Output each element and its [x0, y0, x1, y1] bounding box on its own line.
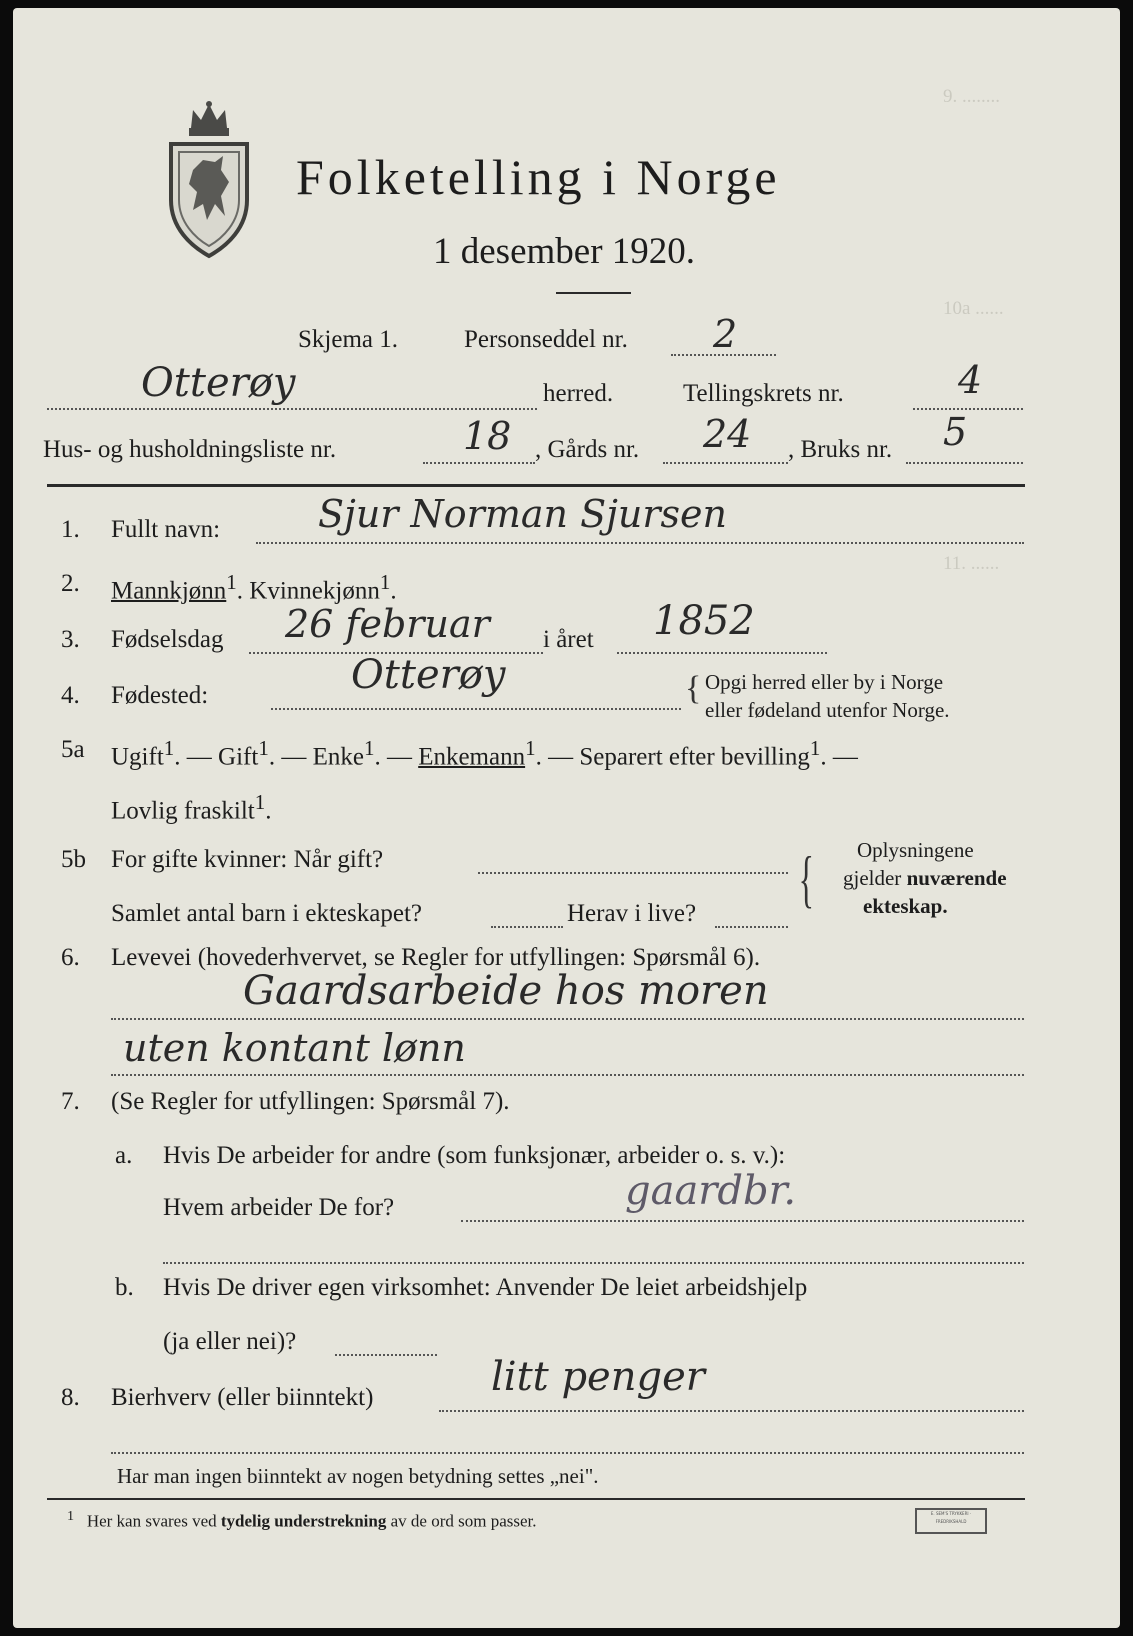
birthplace-field[interactable] — [271, 708, 681, 710]
full-name-value: Sjur Norman Sjursen — [318, 492, 727, 536]
ugift-option[interactable]: Ugift — [111, 743, 164, 771]
q5b-label: For gifte kvinner: Når gift? — [111, 846, 384, 873]
tellingskrets-value: 4 — [958, 358, 983, 402]
q4-label: Fødested: — [111, 682, 209, 709]
kvinnekjonn-option[interactable]: Kvinnekjønn — [249, 577, 380, 605]
form-title: Folketelling i Norge — [296, 149, 781, 205]
q4-note-line2: eller fødeland utenfor Norge. — [705, 698, 950, 722]
q4-brace: { — [685, 670, 702, 707]
gards-value: 24 — [703, 412, 752, 456]
q8-label: Bierhverv (eller biinntekt) — [111, 1384, 374, 1411]
bruks-field[interactable] — [906, 462, 1023, 464]
q5b-note-line1: Oplysningene — [857, 838, 974, 862]
mannkjonn-option[interactable]: Mannkjønn — [111, 577, 227, 605]
header-divider — [47, 484, 1025, 487]
q3-label: Fødselsdag — [111, 626, 224, 653]
bleed-through-text: 11. ...... — [943, 553, 1000, 574]
tellingskrets-field[interactable] — [913, 408, 1023, 410]
title-divider — [556, 292, 631, 294]
q5b-brace: { — [798, 843, 815, 914]
liste-field[interactable] — [423, 462, 535, 464]
lovlig-fraskilt-line: Lovlig fraskilt$^1$. — [111, 790, 272, 825]
married-when-field[interactable] — [478, 872, 788, 874]
children-total-field[interactable] — [491, 926, 563, 928]
census-date: 1 desember 1920. — [433, 231, 696, 272]
employer-field[interactable] — [461, 1220, 1024, 1222]
separert-option[interactable]: Separert efter bevilling — [579, 743, 810, 771]
personseddel-label: Personseddel nr. — [464, 326, 628, 353]
q4-note-line1: Opgi herred eller by i Norge — [705, 670, 944, 694]
footnote: $^1$ Her kan svares ved tydelig understrekning av de ord som passer. — [67, 1508, 537, 1531]
no-income-note: Har man ingen biinntekt av nogen betydning settes „nei". — [117, 1464, 599, 1488]
enkemann-option[interactable]: Enkemann — [418, 743, 526, 771]
employer-label: Hvem arbeider De for? — [163, 1194, 395, 1221]
liste-value: 18 — [463, 414, 512, 458]
skjema-label: Skjema 1. — [298, 326, 398, 353]
employer-field-line2[interactable] — [163, 1262, 1024, 1264]
printer-stamp: E. SEM'S TRYKKERI · FREDRIKSHALD — [915, 1508, 987, 1534]
hired-help-field[interactable] — [335, 1354, 437, 1356]
herred-label: herred. — [543, 380, 614, 407]
occupation-field-line2[interactable] — [111, 1074, 1024, 1076]
birthyear-value: 1852 — [653, 598, 755, 644]
gender-options: Mannkjønn$^1$. Kvinnekjønn$^1$. — [111, 570, 397, 605]
herred-value: Otterøy — [141, 360, 296, 406]
birthyear-field[interactable] — [617, 652, 827, 654]
census-form — [13, 8, 1120, 1628]
occupation-field-line1[interactable] — [111, 1018, 1024, 1020]
q5a-number: 5a — [61, 736, 85, 763]
side-income-field-line2[interactable] — [111, 1452, 1024, 1454]
q1-label: Fullt navn: — [111, 516, 221, 543]
gards-field[interactable] — [663, 462, 788, 464]
gards-label: , Gårds nr. — [535, 436, 640, 463]
q7a-label: Hvis De arbeider for andre (som funksjonær, arbeider o. s. v.): — [163, 1142, 786, 1169]
bleed-through-text: 10a ...... — [943, 298, 1004, 319]
footer-divider — [47, 1498, 1025, 1500]
occupation-value-line1: Gaardsarbeide hos moren — [243, 968, 769, 1014]
side-income-value: litt penger — [491, 1354, 705, 1400]
q7b-label: Hvis De driver egen virksomhet: Anvender De leiet arbeidshjelp — [163, 1274, 808, 1301]
norway-coat-of-arms-icon — [163, 100, 255, 260]
bruks-value: 5 — [943, 410, 968, 454]
q6-label: Levevei (hovederhvervet, se Regler for utfyllingen: Spørsmål 6). — [111, 944, 761, 971]
gift-option[interactable]: Gift — [218, 743, 259, 771]
q5b-note-line2: gjelder nuværende — [843, 866, 1007, 890]
herred-field[interactable] — [47, 408, 537, 410]
children-alive-field[interactable] — [715, 926, 788, 928]
side-income-field[interactable] — [439, 1410, 1024, 1412]
employer-value: gaardbr. — [625, 1168, 797, 1214]
occupation-value-line2: uten kontant lønn — [123, 1026, 466, 1070]
bleed-through-text: 9. ........ — [943, 86, 1000, 107]
personseddel-value: 2 — [713, 312, 738, 356]
children-total-label: Samlet antal barn i ekteskapet? — [111, 900, 422, 927]
full-name-field[interactable] — [256, 542, 1024, 544]
q8-number: 8. — [61, 1384, 80, 1411]
birthdate-value: 26 februar — [285, 602, 490, 646]
q3-number: 3. — [61, 626, 80, 653]
birthplace-value: Otterøy — [351, 652, 506, 698]
q4-number: 4. — [61, 682, 80, 709]
q1-number: 1. — [61, 516, 80, 543]
q7a-letter: a. — [115, 1142, 133, 1169]
liste-label: Hus- og husholdningsliste nr. — [43, 436, 337, 463]
q6-number: 6. — [61, 944, 80, 971]
bruks-label: , Bruks nr. — [788, 436, 893, 463]
birthyear-label: i året — [543, 626, 594, 653]
children-alive-label: Herav i live? — [567, 900, 697, 927]
tellingskrets-label: Tellingskrets nr. — [683, 380, 844, 407]
q7b-letter: b. — [115, 1274, 134, 1301]
q5b-number: 5b — [61, 846, 86, 873]
marital-status-options: Ugift$^1$. — Gift$^1$. — Enke$^1$. — Enkemann$^1$. — Separert efter bevilling$^1$. — — [111, 736, 858, 771]
hired-help-label: (ja eller nei)? — [163, 1328, 297, 1355]
lovlig-fraskilt-option[interactable]: Lovlig fraskilt — [111, 797, 255, 825]
enke-option[interactable]: Enke — [312, 743, 364, 771]
q7-number: 7. — [61, 1088, 80, 1115]
q5b-note-line3: ekteskap. — [863, 894, 948, 918]
q2-number: 2. — [61, 570, 80, 597]
q7-label: (Se Regler for utfyllingen: Spørsmål 7). — [111, 1088, 510, 1115]
